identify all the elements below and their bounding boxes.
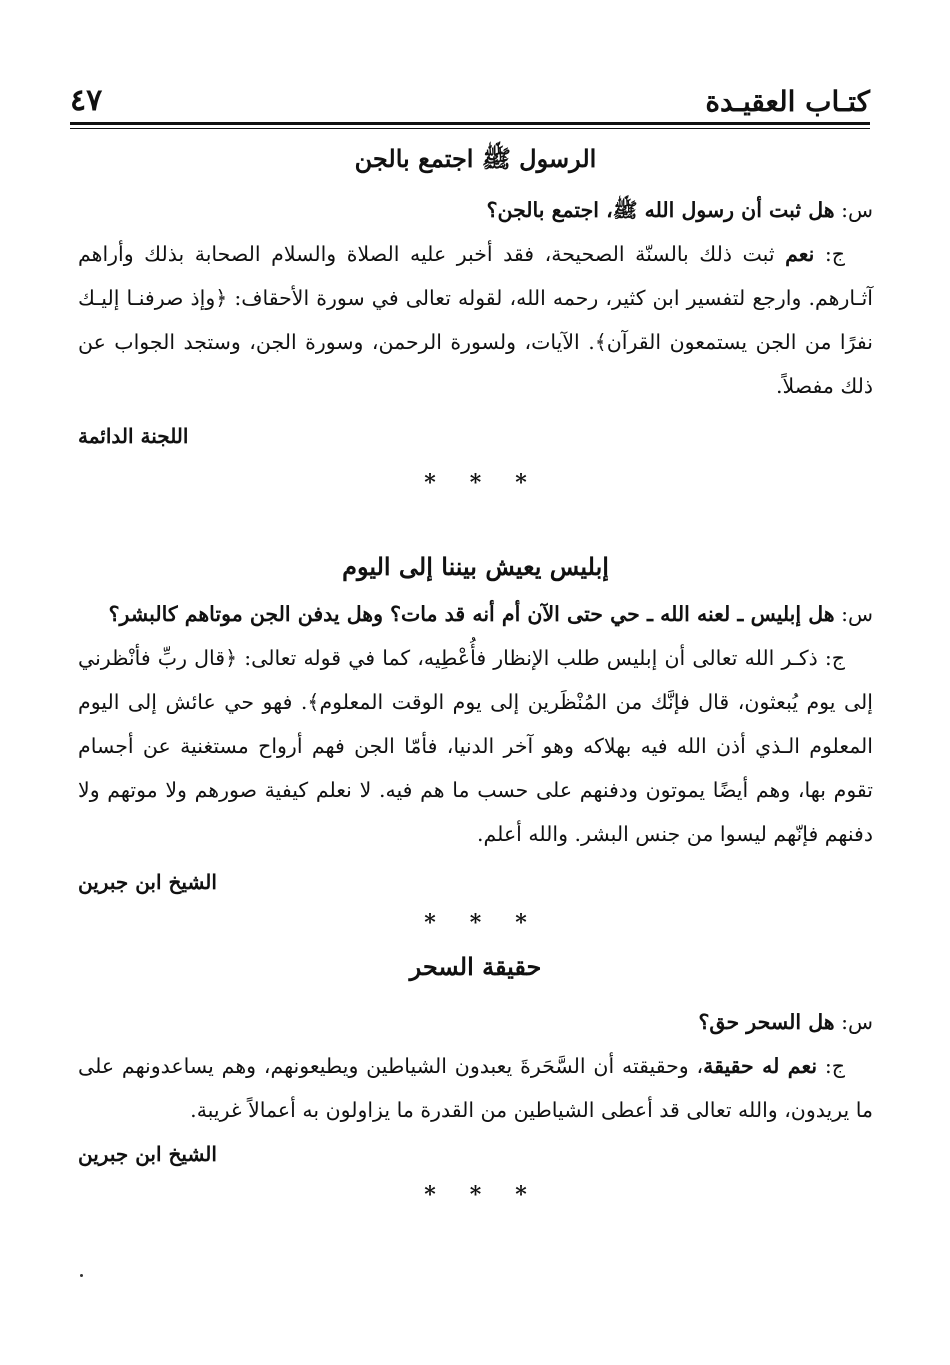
question-prefix: س:: [834, 1010, 873, 1034]
signature: اللجنة الدائمة: [78, 424, 189, 448]
question-prefix: س:: [834, 602, 873, 626]
answer-paragraph: [78, 1044, 873, 1132]
fatwa-section-3: [78, 942, 873, 1208]
section-title: الرسول ﷺ اجتمع بالجن: [354, 144, 597, 173]
question-prefix: س:: [834, 198, 873, 222]
header-rule-thin: [70, 128, 870, 129]
answer-lead: نعم: [785, 242, 815, 266]
section-separator: ***: [424, 910, 561, 936]
question-text: هل إبليس ـ لعنه الله ـ حي حتى الآن أم أنه قد مات؟ وهل يدفن الجن موتاهم كالبشر؟: [108, 602, 835, 626]
section-title: إبليس يعيش بيننا إلى اليوم: [342, 552, 609, 581]
answer-text: ذكـر الله تعالى أن إبليس طلب الإنظار فأُعْطِيه، كما في قوله تعالى: ﴿قال ربِّ فأنْظرني إلى يوم يُبعثون، قال فإنَّك من المُنْظَرين إلى يوم الوقت المعلوم﴾. فهو حي عائش إلى اليوم المعلوم الـذي أذن الله فيه بهلاكه وهو آخر الدنيا، فأمّا الجن فهم أرواح مستغنية عن أجسام تقوم بها، وهم أيضًا يموتون ودفنهم على حسب ما هم فيه. لا نعلم كيفية صورهم ولا موتهم ولا دفنهم فإنّهم ليسوا من جنس البشر. والله أعلم.: [78, 646, 873, 846]
running-header: [70, 78, 870, 118]
section-title: حقيقة السحر: [409, 952, 542, 981]
fatwa-section-2: [78, 542, 873, 936]
answer-prefix: ج:: [817, 1054, 846, 1078]
question-text: هل السحر حق؟: [698, 1010, 835, 1034]
question-paragraph: [78, 188, 873, 232]
answer-prefix: ج:: [814, 242, 845, 266]
fatwa-section-1: [78, 134, 873, 496]
answer-paragraph: [78, 232, 873, 408]
page-speck: [80, 1274, 83, 1277]
answer-prefix: ج:: [817, 646, 845, 670]
book-title: كتـاب العقيـدة: [705, 85, 870, 118]
answer-text: ثبت ذلك بالسنّة الصحيحة، فقد أخبر عليه الصلاة والسلام الصحابة بذلك وأراهم آثـارهم. وارجع لتفسير ابن كثير، رحمه الله، لقوله تعالى في سورة الأحقاف: ﴿وإذ صرفنـا إليـك نفرًا من الجن يستمعون القرآن﴾. الآيات، ولسورة الرحمن، وسورة الجن، وستجد الجواب عن ذلك مفصلاً.: [78, 242, 873, 398]
signature: الشيخ ابن جبرين: [78, 870, 217, 894]
header-rule-thick: [70, 122, 870, 125]
signature: الشيخ ابن جبرين: [78, 1142, 217, 1166]
question-paragraph: [78, 592, 873, 636]
answer-lead: نعم له حقيقة: [703, 1054, 818, 1078]
section-separator: ***: [424, 1182, 561, 1208]
page-content: [78, 134, 873, 1208]
question-text: هل ثبت أن رسول الله ﷺ، اجتمع بالجن؟: [486, 198, 835, 222]
answer-text: ، وحقيقته أن السَّحَرةَ يعبدون الشياطين ويطيعونهم، وهم يساعدونهم على ما يريدون، والله تعالى قد أعطى الشياطين من القدرة ما يزاولون به أعمالاً غريبة.: [78, 1054, 873, 1122]
answer-paragraph: [78, 636, 873, 856]
section-separator: ***: [424, 470, 561, 496]
question-paragraph: [78, 1000, 873, 1044]
page-number: ٤٧: [70, 83, 103, 118]
